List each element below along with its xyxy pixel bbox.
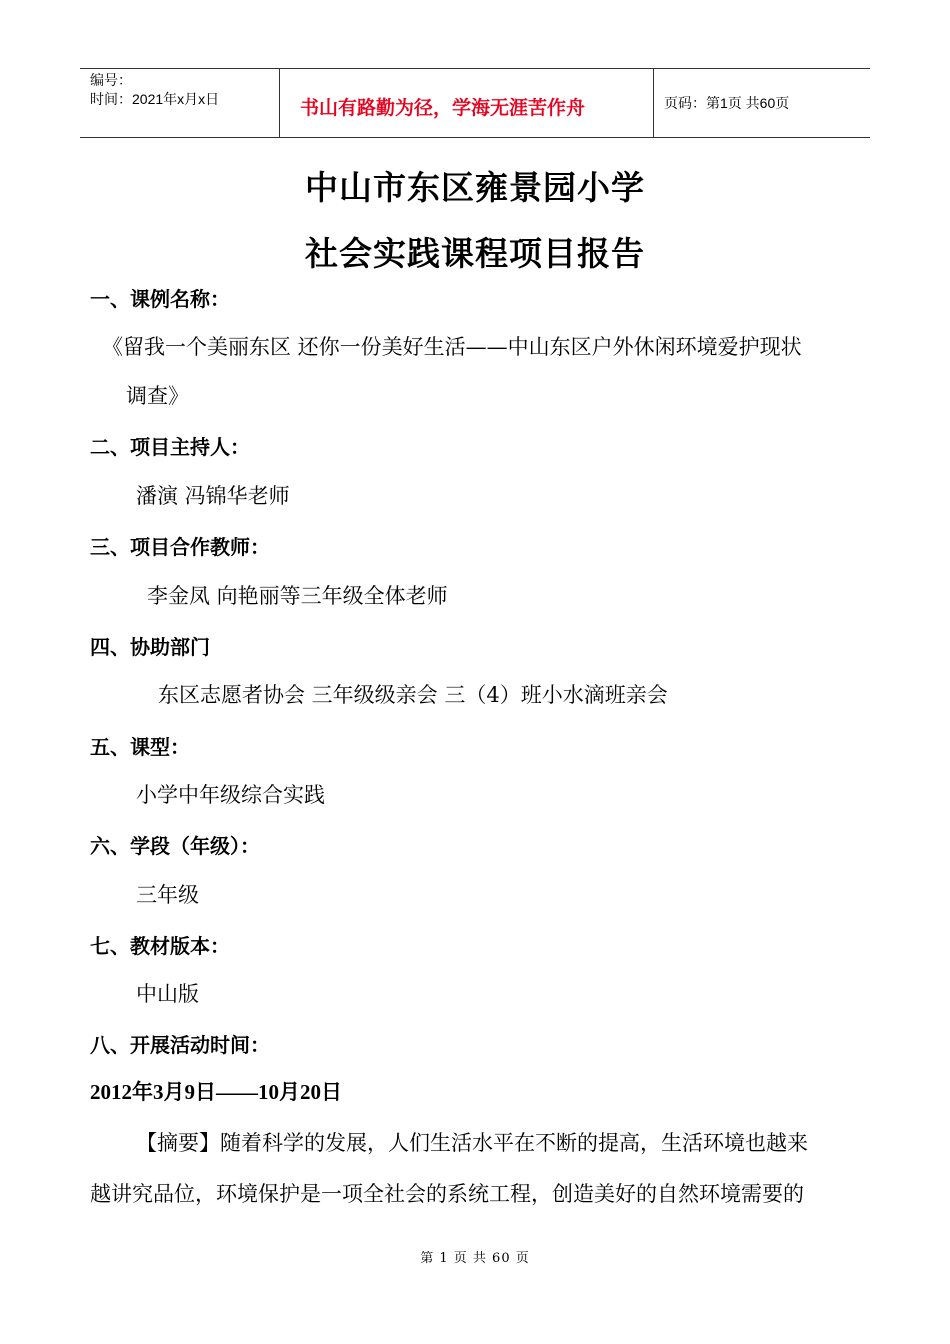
grade-text: 三年级 [136, 883, 199, 907]
teachers-text: 李金凤 向艳丽等三年级全体老师 [147, 584, 448, 608]
report-title: 社会实践课程项目报告 [305, 234, 645, 273]
page-footer: 第 1 页 共 60 页 [420, 1251, 530, 1266]
time-label: 时间：2021年x月x日 [90, 91, 220, 107]
header-page-info: 页码：第1页 共60页 [664, 95, 790, 111]
course-name-line1: 《留我一个美丽东区 还你一份美好生活——中山东区户外休闲环境爱护现状 [102, 335, 802, 359]
section-heading-activity-time: 八、开展活动时间： [90, 1033, 270, 1057]
section-heading-textbook: 七、教材版本： [90, 934, 230, 958]
activity-date: 2012年3月9日——10月20日 [90, 1080, 342, 1104]
section-heading-course-name: 一、课例名称： [90, 287, 230, 311]
abstract-line1: 【摘要】随着科学的发展，人们生活水平在不断的提高，生活环境也越来 [136, 1131, 808, 1155]
course-type-text: 小学中年级综合实践 [136, 783, 325, 807]
section-heading-grade: 六、学段（年级）： [90, 834, 260, 858]
departments-text: 东区志愿者协会 三年级级亲会 三（4）班小水滴班亲会 [158, 683, 668, 707]
number-label: 编号： [90, 72, 132, 88]
abstract-line2: 越讲究品位，环境保护是一项全社会的系统工程，创造美好的自然环境需要的 [90, 1182, 804, 1206]
section-heading-teachers: 三、项目合作教师： [90, 535, 270, 559]
header-motto-cell [280, 69, 654, 137]
section-heading-course-type: 五、课型： [90, 735, 190, 759]
motto-text: 书山有路勤为径，学海无涯苦作舟 [300, 97, 586, 119]
header-meta-cell [80, 69, 280, 137]
course-name-line2: 调查》 [126, 384, 189, 408]
textbook-text: 中山版 [136, 982, 199, 1006]
section-heading-departments: 四、协助部门 [90, 635, 210, 659]
school-title: 中山市东区雍景园小学 [305, 168, 645, 207]
header-table [80, 68, 870, 138]
section-heading-host: 二、项目主持人： [90, 435, 250, 459]
host-text: 潘演 冯锦华老师 [136, 484, 290, 508]
